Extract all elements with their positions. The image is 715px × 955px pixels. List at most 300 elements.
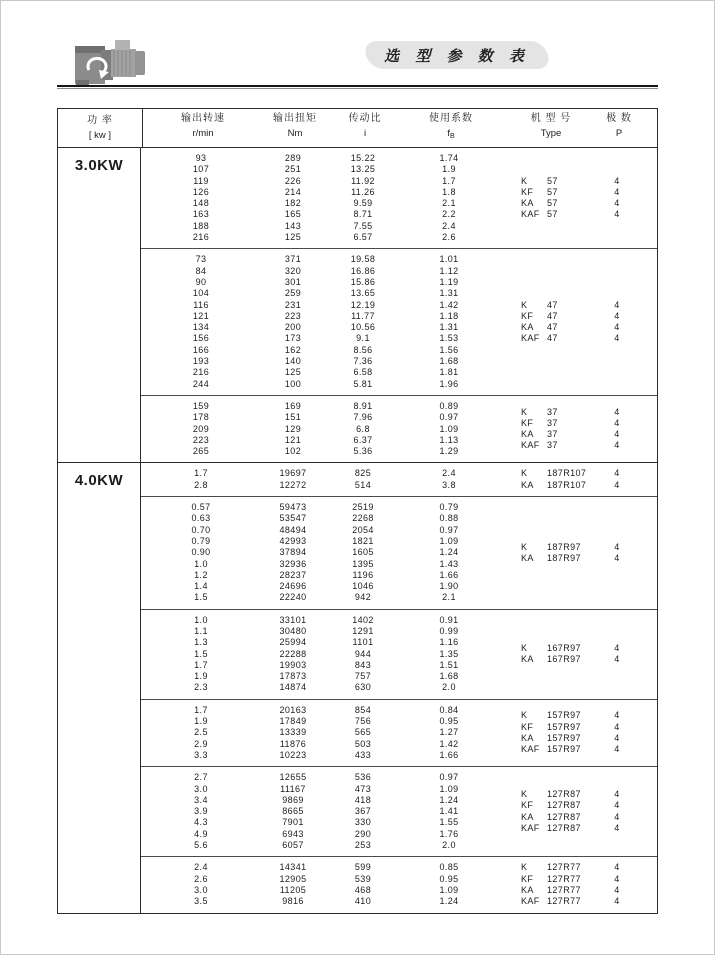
type-row — [497, 553, 657, 564]
type-prefix: KA — [521, 654, 534, 665]
ratio-value: 599 — [354, 862, 372, 873]
factor-value: 1.12 — [439, 265, 459, 276]
torque-value: 17849 — [279, 716, 307, 727]
factor-value: 0.84 — [439, 704, 459, 715]
type-model: 127R77 — [547, 862, 581, 873]
type-row — [497, 896, 657, 907]
factor-value: 2.0 — [442, 682, 456, 693]
torque-value: 22288 — [279, 648, 307, 659]
type-prefix: KAF — [521, 896, 540, 907]
poles-value: 4 — [614, 896, 620, 907]
type-row — [497, 333, 657, 344]
header-rule-thin — [57, 88, 658, 89]
factor-value: 1.81 — [439, 367, 459, 378]
header-power-zh: 功 率 — [87, 114, 113, 126]
type-prefix: KA — [521, 884, 534, 895]
type-row — [497, 722, 657, 733]
torque-column — [261, 862, 325, 907]
torque-value: 129 — [284, 423, 302, 434]
factor-value: 1.09 — [439, 884, 459, 895]
header-power — [58, 109, 143, 147]
ratio-value: 825 — [354, 468, 372, 479]
header-ratio-unit: i — [363, 128, 367, 139]
type-model: 57 — [547, 175, 558, 186]
table-header — [58, 109, 657, 148]
ratio-value: 13.65 — [350, 288, 376, 299]
factor-column — [401, 705, 497, 761]
speed-column — [141, 153, 261, 243]
type-row — [497, 176, 657, 187]
type-model: 47 — [547, 322, 558, 333]
speed-value: 2.7 — [194, 772, 208, 783]
type-model: 127R87 — [547, 789, 581, 800]
factor-value: 1.7 — [442, 175, 456, 186]
factor-value: 0.89 — [439, 400, 459, 411]
ratio-value: 433 — [354, 749, 372, 760]
poles-value: 4 — [614, 823, 620, 834]
factor-value: 2.0 — [442, 840, 456, 851]
ratio-column — [325, 153, 401, 243]
type-model: 47 — [547, 310, 558, 321]
speed-value: 1.9 — [194, 671, 208, 682]
speed-value: 223 — [192, 434, 210, 445]
speed-value: 0.90 — [191, 547, 211, 558]
speed-value: 2.9 — [194, 738, 208, 749]
speed-value: 1.3 — [194, 637, 208, 648]
torque-value: 143 — [284, 220, 302, 231]
factor-value: 2.4 — [442, 468, 456, 479]
torque-value: 32936 — [279, 558, 307, 569]
ratio-value: 367 — [354, 806, 372, 817]
torque-value: 30480 — [279, 625, 307, 636]
speed-value: 134 — [192, 322, 210, 333]
torque-value: 20163 — [279, 704, 307, 715]
factor-column — [401, 153, 497, 243]
torque-value: 125 — [284, 367, 302, 378]
torque-value: 13339 — [279, 727, 307, 738]
factor-value: 1.53 — [439, 333, 459, 344]
type-prefix: KA — [521, 733, 534, 743]
torque-column — [261, 468, 325, 491]
factor-value: 1.68 — [439, 671, 459, 682]
factor-value: 1.74 — [439, 153, 459, 163]
speed-value: 156 — [192, 333, 210, 344]
ratio-value: 1101 — [352, 637, 374, 648]
factor-subscript: B — [449, 133, 455, 140]
poles-value: 4 — [614, 884, 620, 895]
type-prefix: KAF — [521, 440, 540, 451]
factor-value: 1.24 — [439, 896, 459, 907]
factor-value: 1.01 — [439, 254, 459, 265]
poles-value: 4 — [614, 733, 620, 743]
factor-value: 1.76 — [439, 828, 459, 839]
torque-value: 223 — [284, 310, 302, 321]
poles-value: 4 — [614, 299, 620, 310]
type-model: 127R77 — [547, 884, 581, 895]
factor-value: 2.1 — [442, 198, 456, 209]
ratio-value: 1291 — [352, 625, 374, 636]
table-body — [58, 148, 657, 913]
speed-value: 3.9 — [194, 806, 208, 817]
type-row — [497, 710, 657, 721]
factor-value: 2.1 — [442, 592, 456, 603]
section-blocks — [141, 148, 657, 462]
type-row — [497, 862, 657, 873]
type-prefix: K — [521, 710, 528, 721]
ratio-column — [325, 862, 401, 907]
poles-value: 4 — [614, 552, 620, 563]
ratio-value: 1402 — [352, 614, 374, 625]
type-prefix: KF — [521, 417, 534, 428]
speed-value: 2.8 — [194, 479, 208, 490]
type-row — [497, 209, 657, 220]
header-rule-thick — [57, 85, 658, 87]
type-row — [497, 198, 657, 209]
factor-column — [401, 862, 497, 907]
speed-value: 0.79 — [191, 535, 211, 546]
type-prefix: K — [521, 862, 528, 873]
speed-value: 1.1 — [194, 625, 208, 636]
factor-column — [401, 401, 497, 457]
type-prefix: KAF — [521, 333, 540, 344]
poles-value: 4 — [614, 479, 620, 490]
factor-value: 1.56 — [439, 344, 459, 355]
torque-value: 371 — [284, 254, 302, 265]
factor-value: 1.16 — [439, 637, 459, 648]
torque-value: 231 — [284, 299, 302, 310]
ratio-value: 11.77 — [351, 310, 375, 321]
speed-value: 93 — [195, 153, 207, 163]
type-row — [497, 322, 657, 333]
torque-value: 24696 — [279, 581, 307, 592]
torque-value: 48494 — [279, 524, 307, 535]
ratio-value: 1821 — [352, 535, 374, 546]
type-model: 37 — [547, 440, 558, 451]
poles-value: 4 — [614, 654, 620, 665]
header-torque-unit: Nm — [287, 128, 303, 139]
factor-value: 1.66 — [439, 749, 459, 760]
power-label: 3.0KW — [74, 157, 124, 174]
speed-value: 216 — [192, 367, 210, 378]
speed-column — [141, 862, 261, 907]
factor-value: 2.4 — [442, 220, 456, 231]
torque-value: 121 — [284, 434, 302, 445]
poles-value: 4 — [614, 209, 620, 220]
factor-value: 1.24 — [439, 794, 459, 805]
speed-value: 90 — [195, 276, 207, 287]
torque-value: 9816 — [282, 896, 304, 907]
power-cell — [58, 148, 141, 462]
poles-value: 4 — [614, 744, 620, 755]
poles-value: 4 — [614, 175, 620, 186]
torque-value: 251 — [284, 164, 302, 175]
torque-value: 37894 — [279, 547, 307, 558]
speed-value: 265 — [192, 446, 210, 457]
type-prefix: K — [521, 541, 528, 552]
factor-value: 1.27 — [439, 727, 459, 738]
ratio-value: 418 — [354, 794, 372, 805]
type-model: 57 — [547, 209, 558, 220]
type-row — [497, 542, 657, 553]
speed-column — [141, 705, 261, 761]
type-prefix: KA — [521, 198, 534, 209]
factor-value: 1.31 — [439, 288, 459, 299]
type-poles-column — [497, 468, 657, 491]
speed-value: 1.0 — [194, 614, 208, 625]
speed-value: 193 — [192, 356, 210, 367]
speed-value: 3.4 — [194, 794, 208, 805]
torque-value: 320 — [284, 265, 302, 276]
type-model: 127R87 — [547, 800, 581, 811]
type-poles-column — [497, 254, 657, 390]
ratio-value: 15.22 — [350, 153, 376, 163]
ratio-value: 2268 — [352, 513, 374, 524]
type-row — [497, 733, 657, 744]
type-poles-column — [497, 705, 657, 761]
torque-value: 182 — [284, 198, 302, 209]
speed-value: 1.7 — [194, 659, 208, 670]
torque-value: 10223 — [279, 749, 307, 760]
speed-column — [141, 254, 261, 390]
type-prefix: K — [521, 789, 528, 800]
torque-column — [261, 153, 325, 243]
factor-value: 0.97 — [439, 772, 459, 783]
type-prefix: KA — [521, 811, 534, 822]
poles-value: 4 — [614, 642, 620, 653]
type-prefix: KAF — [521, 823, 540, 834]
header-torque — [263, 113, 327, 143]
factor-value: 1.68 — [439, 356, 459, 367]
type-model: 127R77 — [547, 896, 581, 907]
type-model: 157R97 — [547, 744, 581, 755]
ratio-column — [325, 254, 401, 390]
type-model: 127R87 — [547, 811, 581, 822]
type-model: 187R107 — [547, 479, 587, 490]
speed-value: 178 — [192, 412, 210, 423]
poles-value: 4 — [614, 440, 620, 451]
data-block — [141, 248, 657, 395]
torque-value: 11167 — [280, 783, 306, 794]
poles-value: 4 — [614, 862, 620, 873]
header-type-unit: Type — [540, 128, 562, 139]
torque-value: 102 — [284, 446, 302, 457]
speed-value: 0.57 — [191, 502, 211, 513]
header-speed-unit: r/min — [192, 128, 214, 139]
type-model: 47 — [547, 333, 558, 344]
ratio-value: 11.92 — [351, 175, 375, 186]
torque-value: 289 — [284, 153, 302, 163]
type-model: 187R97 — [547, 552, 581, 563]
ratio-value: 536 — [354, 772, 372, 783]
ratio-value: 11.26 — [351, 186, 375, 197]
ratio-value: 757 — [354, 671, 372, 682]
section-blocks — [141, 463, 657, 912]
speed-value: 1.4 — [194, 581, 208, 592]
factor-value: 1.24 — [439, 547, 459, 558]
ratio-value: 1196 — [352, 569, 374, 580]
speed-value: 5.6 — [194, 840, 208, 851]
ratio-column — [325, 468, 401, 491]
ratio-value: 503 — [354, 738, 372, 749]
torque-value: 6943 — [282, 828, 304, 839]
type-model: 47 — [547, 299, 558, 310]
ratio-value: 6.8 — [356, 423, 370, 434]
data-block — [141, 148, 657, 248]
type-row — [497, 468, 657, 479]
type-model: 57 — [547, 198, 558, 209]
speed-value: 163 — [192, 209, 210, 220]
speed-value: 148 — [192, 198, 210, 209]
factor-value: 1.9 — [442, 164, 456, 175]
factor-value: 1.31 — [439, 322, 459, 333]
header-torque-zh: 输出扭矩 — [273, 113, 317, 124]
speed-value: 116 — [193, 299, 209, 310]
type-row — [497, 823, 657, 834]
ratio-value: 468 — [354, 884, 372, 895]
speed-value: 1.2 — [194, 569, 208, 580]
ratio-value: 944 — [354, 648, 372, 659]
ratio-value: 1395 — [352, 558, 374, 569]
type-row — [497, 789, 657, 800]
poles-value: 4 — [614, 406, 620, 417]
type-row — [497, 744, 657, 755]
header-factor-zh: 使用系数 — [429, 113, 473, 124]
type-prefix: K — [521, 406, 528, 417]
type-row — [497, 643, 657, 654]
factor-value: 0.95 — [439, 873, 459, 884]
type-prefix: KF — [521, 186, 534, 197]
factor-column — [401, 772, 497, 851]
poles-value: 4 — [614, 710, 620, 721]
speed-value: 104 — [192, 288, 210, 299]
ratio-value: 514 — [354, 479, 372, 490]
type-model: 167R97 — [547, 642, 581, 653]
speed-value: 4.3 — [194, 817, 208, 828]
type-prefix: K — [521, 468, 528, 479]
type-model: 127R77 — [547, 873, 581, 884]
speed-value: 3.0 — [194, 783, 208, 794]
factor-value: 0.97 — [439, 412, 459, 423]
torque-value: 53547 — [279, 513, 307, 524]
speed-column — [141, 772, 261, 851]
factor-value: 1.43 — [439, 558, 459, 569]
data-block — [141, 395, 657, 462]
type-model: 57 — [547, 186, 558, 197]
type-poles-column — [497, 615, 657, 694]
factor-value: 3.8 — [442, 479, 456, 490]
ratio-value: 10.56 — [350, 322, 376, 333]
ratio-value: 8.56 — [353, 344, 373, 355]
factor-column — [401, 468, 497, 491]
type-row — [497, 885, 657, 896]
type-prefix: KF — [521, 721, 534, 732]
torque-value: 25994 — [279, 637, 307, 648]
ratio-value: 1605 — [352, 547, 374, 558]
speed-value: 159 — [192, 400, 210, 411]
factor-value: 1.09 — [439, 535, 459, 546]
header-speed-zh: 输出转速 — [181, 113, 225, 124]
type-row — [497, 418, 657, 429]
ratio-value: 16.86 — [350, 265, 376, 276]
speed-value: 1.9 — [194, 716, 208, 727]
torque-value: 162 — [284, 344, 302, 355]
power-cell — [58, 463, 141, 912]
speed-value: 2.3 — [194, 682, 208, 693]
type-prefix: KAF — [521, 209, 540, 220]
speed-value: 73 — [195, 254, 207, 265]
speed-value: 3.3 — [194, 749, 208, 760]
speed-column — [141, 468, 261, 491]
type-prefix: KF — [521, 310, 534, 321]
ratio-value: 8.71 — [353, 209, 373, 220]
torque-value: 59473 — [279, 502, 307, 513]
type-row — [497, 654, 657, 665]
ratio-value: 5.81 — [353, 378, 373, 389]
header-ratio — [327, 113, 403, 143]
type-row — [497, 300, 657, 311]
ratio-value: 290 — [354, 828, 372, 839]
type-model: 37 — [547, 429, 558, 440]
factor-value: 1.42 — [439, 738, 459, 749]
factor-value: 0.79 — [439, 502, 459, 513]
type-row — [497, 187, 657, 198]
type-prefix: KF — [521, 873, 534, 884]
torque-value: 12655 — [279, 772, 307, 783]
data-block — [141, 856, 657, 912]
torque-value: 8665 — [282, 806, 304, 817]
factor-value: 1.09 — [439, 783, 459, 794]
torque-value: 9869 — [282, 794, 304, 805]
torque-value: 42993 — [279, 535, 307, 546]
ratio-value: 854 — [354, 704, 372, 715]
torque-value: 165 — [284, 209, 302, 220]
header-service-factor — [403, 113, 499, 143]
torque-value: 28237 — [279, 569, 307, 580]
speed-value: 2.5 — [194, 727, 208, 738]
speed-value: 3.0 — [194, 884, 208, 895]
data-block — [141, 699, 657, 766]
ratio-value: 410 — [354, 896, 372, 907]
type-poles-column — [497, 153, 657, 243]
speed-value: 4.9 — [194, 828, 208, 839]
ratio-value: 539 — [354, 873, 372, 884]
data-block — [141, 463, 657, 496]
type-row — [497, 480, 657, 491]
torque-value: 11876 — [279, 738, 307, 749]
factor-value: 1.8 — [442, 186, 456, 197]
type-row — [497, 407, 657, 418]
header-factor-unit — [403, 128, 499, 143]
torque-value: 33101 — [279, 614, 307, 625]
ratio-column — [325, 705, 401, 761]
factor-value: 1.66 — [439, 569, 459, 580]
type-prefix: KA — [521, 322, 534, 333]
torque-column — [261, 705, 325, 761]
ratio-value: 6.57 — [353, 232, 373, 243]
torque-value: 12272 — [279, 479, 307, 490]
speed-value: 119 — [193, 175, 209, 186]
type-model: 167R97 — [547, 654, 581, 665]
type-model: 157R97 — [547, 721, 581, 732]
torque-column — [261, 502, 325, 604]
speed-value: 2.6 — [194, 873, 208, 884]
factor-value: 1.18 — [439, 310, 459, 321]
type-poles-column — [497, 502, 657, 604]
page-title: 选 型 参 数 表 — [384, 47, 530, 65]
ratio-value: 565 — [354, 727, 372, 738]
poles-value: 4 — [614, 333, 620, 344]
torque-column — [261, 772, 325, 851]
